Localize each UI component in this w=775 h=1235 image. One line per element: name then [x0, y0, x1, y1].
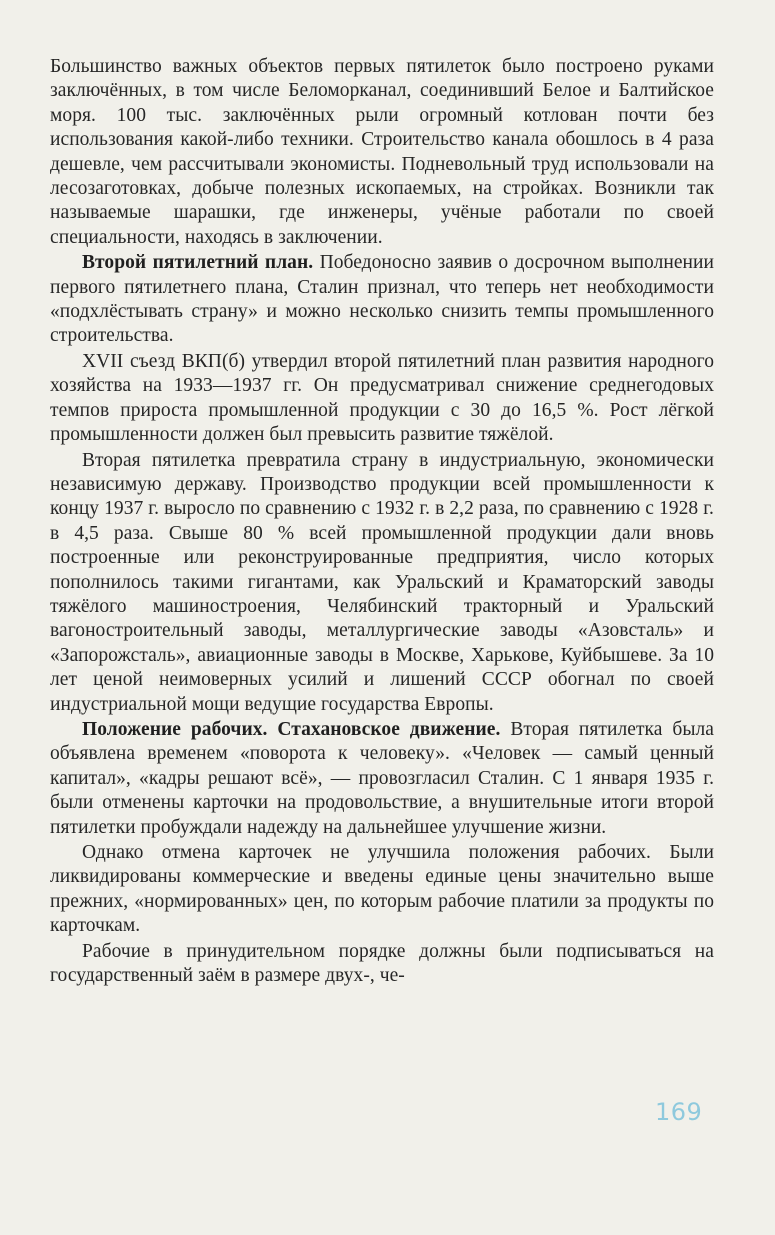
- paragraph-text: Победоносно заявив о досрочном выполнении первого пятилетнего плана, Сталин признал, что теперь нет необходимости «подхлёстывать страну» и можно несколько снизить темпы промышленного строительства.: [50, 252, 714, 347]
- paragraph-gulag-labor: [50, 55, 714, 250]
- paragraph-text: Рабочие в принудительном порядке должны были подписываться на государственный заём в размере двух-, че-: [50, 940, 714, 987]
- page-number: 169: [655, 1098, 703, 1126]
- section-heading-second-plan: Второй пятилетний план.: [82, 252, 314, 274]
- paragraph-industrialization-results: [50, 449, 714, 717]
- section-heading-workers: Положение рабочих. Стахановское движение.: [82, 718, 501, 740]
- paragraph-text: Однако отмена карточек не улучшила положения рабочих. Были ликвидированы коммерческие и введены единые цены значительно выше прежних, «нормированных» цен, по которым рабочие платили за продукты по карточкам.: [50, 842, 714, 937]
- paragraph-card-abolition: [50, 841, 714, 939]
- paragraph-text: Вторая пятилетка была объявлена временем «поворота к человеку». «Человек — самый ценный капитал», «кадры решают всё», — провозгласил Сталин. С 1 января 1935 г. были отменены карточки на продовольствие, а внушительные итоги второй пятилетки пробуждали надежду на дальнейшее улучшение жизни.: [50, 718, 714, 838]
- paragraph-text: Большинство важных объектов первых пятилеток было построено руками заключённых, в том числе Беломорканал, соединивший Белое и Балтийское моря. 100 тыс. заключённых рыли огромный котлован почти без использования какой-либо техники. Строительство канала обошлось в 4 раза дешевле, чем рассчитывали экономисты. Подневольный труд использовали на лесозаготовках, добыче полезных ископаемых, на стройках. Возникли так называемые шарашки, где инженеры, учёные работали по своей специальности, находясь в заключении.: [50, 56, 714, 248]
- paragraph-text: XVII съезд ВКП(б) утвердил второй пятилетний план развития народного хозяйства на 1933—1937 гг. Он предусматривал снижение среднегодовых темпов прироста промышленной продукции с 30 до 16,5 %. Рост лёгкой промышленности должен был превысить развитие тяжёлой.: [50, 350, 714, 446]
- paragraph-workers-position: [50, 718, 714, 840]
- paragraph-second-five-year-plan: [50, 251, 714, 349]
- paragraph-state-loan: [50, 940, 714, 989]
- paragraph-text: Вторая пятилетка превратила страну в индустриальную, экономически независимую державу. Производство продукции всей промышленности к концу 1937 г. выросло по сравнению с 1932 г. в 2,2 раза, по сравнению с 1928 г. в 4,5 раза. Свыше 80 % всей промышленной продукции дали вновь построенные или реконструированные предприятия, число которых пополнилось такими гигантами, как Уральский и Краматорский заводы тяжёлого машиностроения, Челябинский тракторный и Уральский вагоностроительный заводы, металлургические заводы «Азовсталь» и «Запорожсталь», авиационные заводы в Москве, Харькове, Куйбышеве. За 10 лет ценой неимоверных усилий и лишений СССР обогнал по своей индустриальной мощи ведущие государства Европы.: [50, 449, 714, 715]
- page-body: [50, 55, 714, 989]
- paragraph-xvii-congress: [50, 350, 714, 448]
